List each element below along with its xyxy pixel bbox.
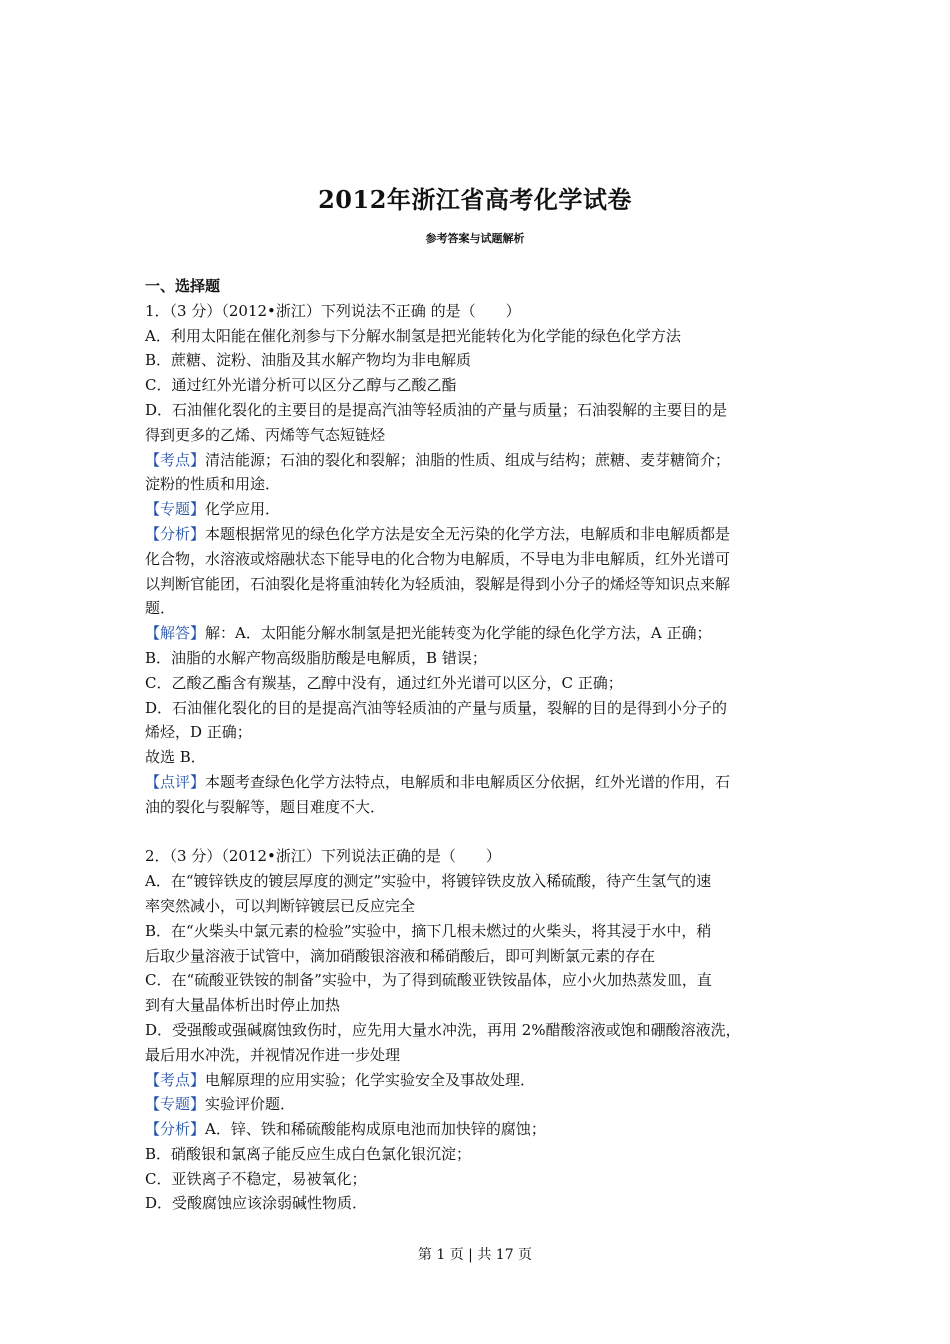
question-2-option-b-line-1: B．在“火柴头中氯元素的检验”实验中，摘下几根未燃过的火柴头，将其浸于水中，稍 [145, 921, 712, 940]
question-1-jieda-line-5: 烯烃，D 正确； [145, 723, 252, 742]
question-1-option-d-line-1: D．石油催化裂化的主要目的是提高汽油等轻质油的产量与质量；石油裂解的主要目的是 [145, 400, 728, 419]
fenxi-text: 本题根据常见的绿色化学方法是安全无污染的化学方法，电解质和非电解质都是 [205, 524, 731, 543]
question-1 [145, 299, 805, 820]
question-2-fenxi-line-4: D．受酸腐蚀应该涂弱碱性物质． [145, 1194, 368, 1213]
question-2-kaodian [145, 1068, 805, 1093]
question-2-option-d-line-2: 最后用水冲洗，并视情况作进一步处理 [145, 1045, 401, 1064]
question-spacer [145, 820, 805, 845]
question-2-zhuanti [145, 1092, 805, 1117]
fenxi-tag: 【分析】 [145, 1120, 206, 1139]
question-1-option-b: B．蔗糖、淀粉、油脂及其水解产物均为非电解质 [145, 351, 472, 370]
question-1-fenxi-line-4: 题． [145, 599, 176, 618]
zhuanti-text: 实验评价题． [205, 1095, 296, 1114]
question-1-jieda-line-2: B．油脂的水解产物高级脂肪酸是电解质，B 错误； [145, 648, 487, 667]
question-2-fenxi [145, 1117, 805, 1142]
zhuanti-text: 化学应用． [205, 500, 281, 519]
kaodian-tag: 【考点】 [145, 450, 206, 469]
question-1-jieda-line-4: D．石油催化裂化的目的是提高汽油等轻质油的产量与质量，裂解的目的是得到小分子的 [145, 698, 728, 717]
zhuanti-tag: 【专题】 [145, 500, 206, 519]
question-2-option-c-line-2: 到有大量晶体析出时停止加热 [145, 996, 341, 1015]
kaodian-text: 清洁能源；石油的裂化和裂解；油脂的性质、组成与结构；蔗糖、麦芽糖简介； [205, 450, 731, 469]
fenxi-text: A．锌、铁和稀硫酸能构成原电池而加快锌的腐蚀； [205, 1120, 546, 1139]
section-title: 一、选择题 [145, 277, 221, 295]
page-title: 2012年浙江省高考化学试卷 [318, 185, 632, 214]
question-1-option-c: C．通过红外光谱分析可以区分乙醇与乙酸乙酯 [145, 376, 457, 395]
document-body [145, 274, 805, 1216]
jieda-tag: 【解答】 [145, 624, 206, 643]
page-footer: 第 1 页 | 共 17 页 [417, 1247, 533, 1263]
question-1-jieda [145, 621, 805, 646]
kaodian-tag: 【考点】 [145, 1070, 206, 1089]
question-2-fenxi-line-3: C．亚铁离子不稳定，易被氧化； [145, 1169, 367, 1188]
dianping-tag: 【点评】 [145, 772, 206, 791]
question-1-fenxi [145, 522, 805, 547]
question-1-dianping [145, 770, 805, 795]
question-1-kaodian [145, 448, 805, 473]
question-1-stem: 1．（3 分）（2012•浙江）下列说法不正确 的是（ ） [145, 301, 521, 320]
question-1-option-a: A．利用太阳能在催化剂参与下分解水制氢是把光能转化为化学能的绿色化学方法 [145, 326, 681, 345]
question-2-option-d-line-1: D．受强酸或强碱腐蚀致伤时，应先用大量水冲洗，再用 2%醋酸溶液或饱和硼酸溶液洗， [145, 1020, 741, 1039]
question-2 [145, 844, 805, 1216]
question-1-option-d-line-2: 得到更多的乙烯、丙烯等气态短链烃 [145, 425, 386, 444]
question-1-fenxi-line-2: 化合物，水溶液或熔融状态下能导电的化合物为电解质，不导电为非电解质，红外光谱可 [145, 549, 731, 568]
question-2-option-c-line-1: C．在“硫酸亚铁铵的制备”实验中，为了得到硫酸亚铁铵晶体，应小火加热蒸发皿，直 [145, 971, 712, 990]
jieda-text: 解：A．太阳能分解水制氢是把光能转变为化学能的绿色化学方法，A 正确； [205, 624, 712, 643]
question-1-jieda-line-6: 故选 B． [145, 748, 206, 767]
question-2-fenxi-line-2: B．硝酸银和氯离子能反应生成白色氯化银沉淀； [145, 1144, 472, 1163]
fenxi-tag: 【分析】 [145, 524, 206, 543]
question-1-dianping-line-2: 油的裂化与裂解等，题目难度不大． [145, 797, 386, 816]
page-subtitle: 参考答案与试题解析 [425, 232, 525, 245]
question-2-option-a-line-2: 率突然减小，可以判断锌镀层已反应完全 [145, 896, 416, 915]
question-1-zhuanti [145, 497, 805, 522]
question-2-option-a-line-1: A．在“镀锌铁皮的镀层厚度的测定”实验中，将镀锌铁皮放入稀硫酸，待产生氢气的速 [145, 872, 712, 891]
question-2-option-b-line-2: 后取少量溶液于试管中，滴加硝酸银溶液和稀硝酸后，即可判断氯元素的存在 [145, 946, 656, 965]
question-2-stem: 2．（3 分）（2012•浙江）下列说法正确的是（ ） [145, 847, 501, 866]
question-1-jieda-line-3: C．乙酸乙酯含有羰基，乙醇中没有，通过红外光谱可以区分，C 正确； [145, 673, 623, 692]
question-1-fenxi-line-3: 以判断官能团，石油裂化是将重油转化为轻质油，裂解是得到小分子的烯烃等知识点来解 [145, 574, 731, 593]
zhuanti-tag: 【专题】 [145, 1095, 206, 1114]
question-1-kaodian-line-2: 淀粉的性质和用途． [145, 475, 281, 494]
dianping-text: 本题考查绿色化学方法特点，电解质和非电解质区分依据，红外光谱的作用，石 [205, 772, 731, 791]
kaodian-text: 电解原理的应用实验；化学实验安全及事故处理． [205, 1070, 536, 1089]
